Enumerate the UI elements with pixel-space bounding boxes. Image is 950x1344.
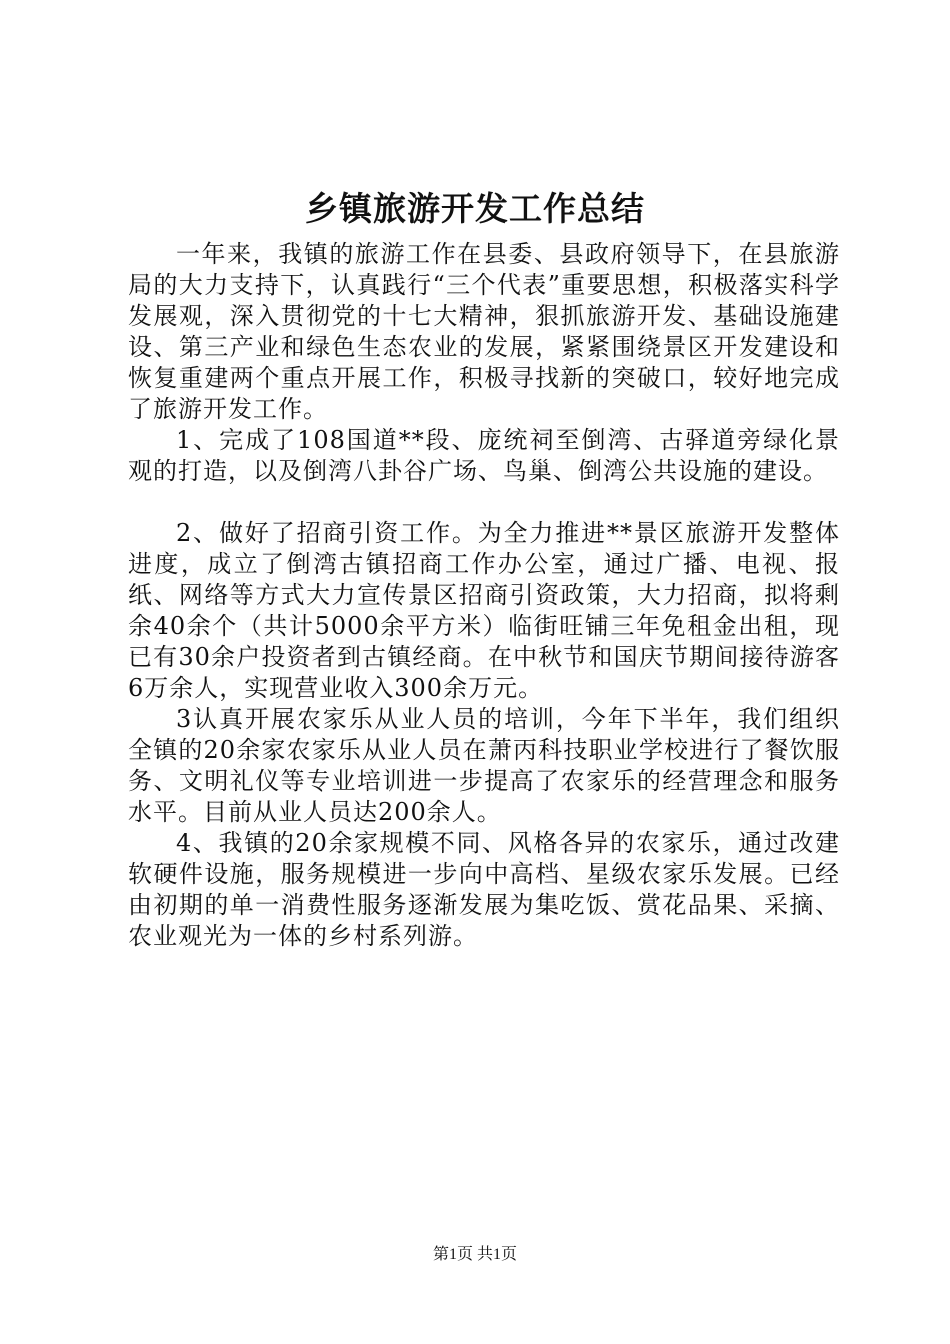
paragraph-item-3: 3认真开展农家乐从业人员的培训，今年下半年，我们组织全镇的20余家农家乐从业人员在萧丙科技职业学校进行了餐饮服务、文明礼仪等专业培训进一步提高了农家乐的经营理念和服务水平。目前从业人员达200余人。 (128, 705, 840, 826)
document-body (128, 239, 840, 952)
paragraph-intro: 一年来，我镇的旅游工作在县委、县政府领导下，在县旅游局的大力支持下，认真践行“三个代表”重要思想，积极落实科学发展观，深入贯彻党的十七大精神，狠抓旅游开发、基础设施建设、第三产业和绿色生态农业的发展，紧紧围绕景区开发建设和恢复重建两个重点开展工作，积极寻找新的突破口，较好地完成了旅游开发工作。 (128, 240, 840, 423)
paragraph-item-4: 4、我镇的20余家规模不同、风格各异的农家乐，通过改建软硬件设施，服务规模进一步向中高档、星级农家乐发展。已经由初期的单一消费性服务逐渐发展为集吃饭、赏花品果、采摘、农业观光为一体的乡村系列游。 (128, 829, 840, 950)
page-footer: 第1页 共1页 (432, 1246, 517, 1263)
document-title: 乡镇旅游开发工作总结 (305, 189, 645, 228)
paragraph-item-1: 1、完成了108国道**段、庞统祠至倒湾、古驿道旁绿化景观的打造，以及倒湾八卦谷广场、鸟巢、倒湾公共设施的建设。 (128, 426, 840, 485)
paragraph-item-2: 2、做好了招商引资工作。为全力推进**景区旅游开发整体进度，成立了倒湾古镇招商工作办公室，通过广播、电视、报纸、网络等方式大力宣传景区招商引资政策，大力招商，拟将剩余40余个（共计5000余平方米）临街旺铺三年免租金出租，现已有30余户投资者到古镇经商。在中秋节和国庆节期间接待游客6万余人，实现营业收入300余万元。 (128, 519, 840, 702)
